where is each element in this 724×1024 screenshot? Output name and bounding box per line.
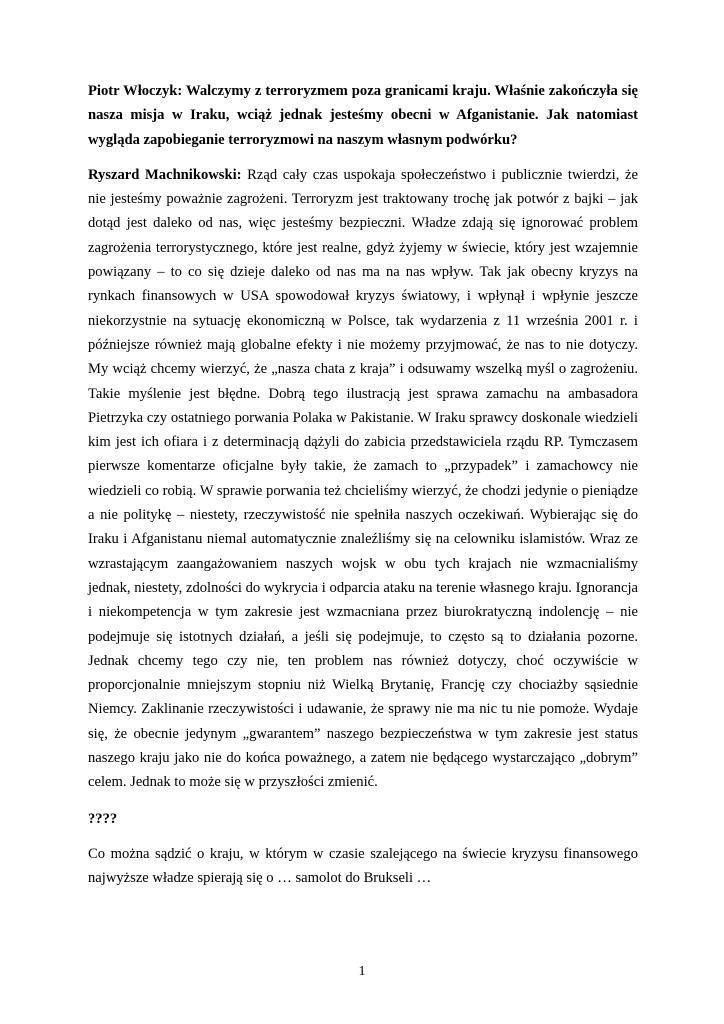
closing-paragraph: Co można sądzić o kraju, w którym w czasie szalejącego na świecie kryzysu finansowego najwyższe władze spierają się o … samolot do Brukseli … — [88, 845, 638, 887]
answer-speaker: Ryszard Machnikowski: — [88, 166, 242, 183]
page-number: 1 — [358, 964, 366, 979]
interview-answer — [88, 163, 638, 795]
document-body — [88, 79, 638, 891]
answer-text: Rząd cały czas uspokaja społeczeństwo i publicznie twierdzi, że nie jesteśmy poważnie zagrożeni. Terroryzm jest traktowany trochę jak potwór z bajki – jak dotąd jest daleko od nas, więc jesteśmy bezpieczni. Władze zdają się ignorować problem zagrożenia terrorystycznego, które jest realne, gdyż żyjemy w świecie, który jest wzajemnie powiązany – to co się dzieje daleko od nas ma na nas wpływ. Tak jak obecny kryzys na rynkach finansowych w USA spowodował kryzys światowy, i wpłynął i wpłynie jeszcze niekorzystnie na sytuację ekonomiczną w Polsce, tak wydarzenia z 11 września 2001 r. i późniejsze również mają globalne efekty i nie możemy przyjmować, że nas to nie dotyczy. My wciąż chcemy wierzyć, że „nasza chata z kraja” i odsuwamy wszelką myśl o zagrożeniu. Takie myślenie jest błędne. Dobrą tego ilustracją jest sprawa zamachu na ambasadora Pietrzyka czy ostatniego porwania Polaka w Pakistanie. W Iraku sprawcy doskonale wiedzieli kim jest ich ofiara i z determinacją dążyli do zabicia przedstawiciela rządu RP. Tymczasem pierwsze komentarze oficjalne były takie, że zamach to „przypadek” i zamachowcy nie wiedzieli co robią. W sprawie porwania też chcieliśmy wierzyć, że chodzi jedynie o pieniądze a nie politykę – niestety, rzeczywistość nie spełniła naszych oczekiwań. Wybierając się do Iraku i Afganistanu niemal automatycznie znaleźliśmy się na celowniku islamistów. Wraz ze wzrastającym zaangażowaniem naszych wojsk w obu tych krajach nie wzmacnialiśmy jednak, niestety, zdolności do wykrycia i odparcia ataku na terenie własnego kraju. Ignorancja i niekompetencja w tym zakresie jest wzmacniana przez biurokratyczną indolencję – nie podejmuje się istotnych działań, a jeśli się podejmuje, to często są to działania pozorne. Jednak chcemy tego czy nie, ten problem nas również dotyczy, choć oczywiście w proporcjonalnie mniejszym stopniu niż Wielką Brytanię, Francję czy chociażby sąsiednie Niemcy. Zaklinanie rzeczywistości i udawanie, że sprawy nie ma nic tu nie pomoże. Wydaje się, że obecnie jedynym „gwarantem” naszego bezpieczeństwa w tym zakresie jest status naszego kraju jako nie do końca poważnego, a zatem nie będącego wystarczająco „dobrym” celem. Jednak to może się w przyszłości zmienić. — [88, 166, 638, 791]
interview-question: Piotr Włoczyk: Walczymy z terroryzmem poza granicami kraju. Właśnie zakończyła się nasza misja w Iraku, wciąż jednak jesteśmy obecni w Afganistanie. Jak natomiast wygląda zapobieganie terroryzmowi na naszym własnym podwórku? — [88, 83, 638, 148]
separator-marks: ???? — [88, 810, 118, 827]
